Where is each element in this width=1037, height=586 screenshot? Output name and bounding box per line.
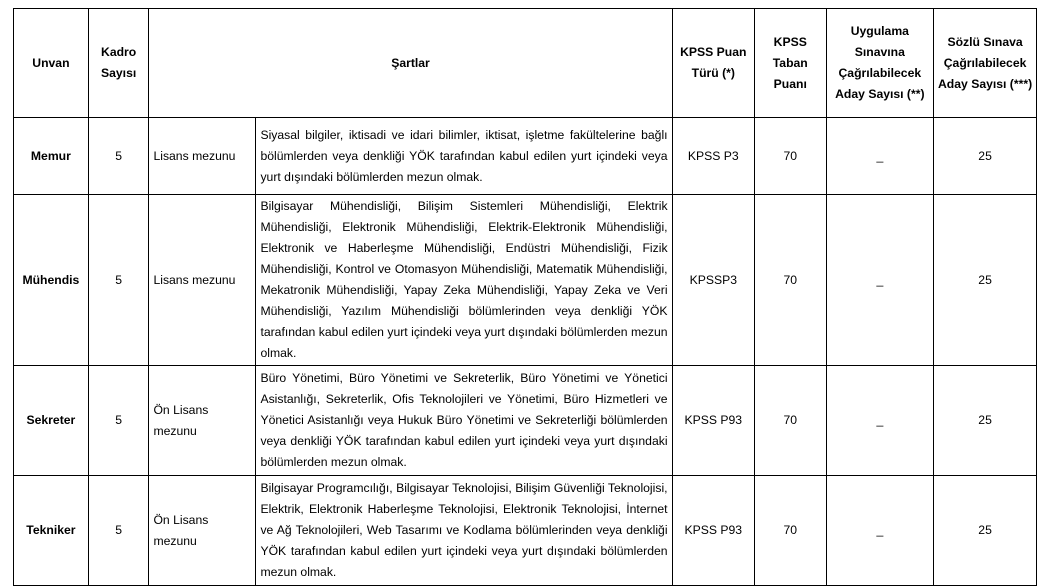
table-row bbox=[14, 195, 1037, 366]
cell-puan-turu: KPSSP3 bbox=[672, 195, 754, 366]
cell-puan-turu: KPSS P93 bbox=[672, 366, 754, 476]
cell-kadro: 5 bbox=[88, 476, 149, 586]
header-row bbox=[14, 9, 1037, 118]
header-sartlar: Şartlar bbox=[149, 9, 672, 118]
cell-sart: Bilgisayar Mühendisliği, Bilişim Sistemleri Mühendisliği, Elektrik Mühendisliği, Elektronik Mühendisliği, Elektrik-Elektronik Mühendisliği, Elektronik ve Haberleşme Mühendisliği, Endüstri Mühendisliği, Fizik Mühendisliği, Kontrol ve Otomasyon Mühendisliği, Matematik Mühendisliği, Mekatronik Mühendisliği, Yapay Zeka Mühendisliği, Yapay Zeka ve Veri Mühendisliği, Yazılım Mühendisliği bölümlerinden veya denkliği YÖK tarafından kabul edilen yurt içindeki veya yurt dışındaki bölümlerden mezun olmak. bbox=[256, 195, 672, 366]
header-taban: KPSS Taban Puanı bbox=[755, 9, 826, 118]
cell-uygulama: _ bbox=[826, 118, 934, 195]
table-row bbox=[14, 476, 1037, 586]
cell-unvan: Sekreter bbox=[14, 366, 89, 476]
document-page bbox=[13, 8, 1037, 586]
cell-egitim: Ön Lisans mezunu bbox=[149, 476, 256, 586]
cell-taban: 70 bbox=[755, 366, 826, 476]
cell-puan-turu: KPSS P93 bbox=[672, 476, 754, 586]
cell-sozlu: 25 bbox=[934, 195, 1037, 366]
cell-egitim: Lisans mezunu bbox=[149, 195, 256, 366]
header-unvan: Unvan bbox=[14, 9, 89, 118]
cell-uygulama: _ bbox=[826, 476, 934, 586]
cell-sart: Siyasal bilgiler, iktisadi ve idari bilimler, iktisat, işletme fakültelerine bağlı bölümlerden veya denkliği YÖK tarafından kabul edilen yurt içindeki veya yurt dışındaki bölümlerden mezun olmak. bbox=[256, 118, 672, 195]
cell-sozlu: 25 bbox=[934, 476, 1037, 586]
cell-unvan: Mühendis bbox=[14, 195, 89, 366]
cell-taban: 70 bbox=[755, 476, 826, 586]
cell-sart: Büro Yönetimi, Büro Yönetimi ve Sekreterlik, Büro Yönetimi ve Yönetici Asistanlığı, Sekreterlik, Ofis Teknolojileri ve Yönetimi, Büro Hizmetleri ve Yönetici Asistanlığı veya Hukuk Büro Yönetimi ve Sekreterliği bölümlerden veya denkliği YÖK tarafından kabul edilen yurt içindeki veya yurt dışındaki bölümlerden mezun olmak. bbox=[256, 366, 672, 476]
cell-egitim: Lisans mezunu bbox=[149, 118, 256, 195]
cell-taban: 70 bbox=[755, 195, 826, 366]
header-sozlu: Sözlü Sınava Çağrılabilecek Aday Sayısı (***) bbox=[934, 9, 1037, 118]
cell-unvan: Tekniker bbox=[14, 476, 89, 586]
table-row bbox=[14, 366, 1037, 476]
header-kadro: Kadro Sayısı bbox=[88, 9, 149, 118]
positions-table bbox=[13, 8, 1037, 586]
cell-sart: Bilgisayar Programcılığı, Bilgisayar Teknolojisi, Bilişim Güvenliği Teknolojisi, Elektrik, Elektronik Haberleşme Teknolojisi, Elektronik Teknolojisi, İnternet ve Ağ Teknolojileri, Web Tasarımı ve Kodlama bölümlerinden veya denkliği YÖK tarafından kabul edilen yurt içindeki veya yurt dışındaki bölümlerden mezun olmak. bbox=[256, 476, 672, 586]
cell-kadro: 5 bbox=[88, 366, 149, 476]
cell-puan-turu: KPSS P3 bbox=[672, 118, 754, 195]
cell-sozlu: 25 bbox=[934, 118, 1037, 195]
cell-taban: 70 bbox=[755, 118, 826, 195]
cell-kadro: 5 bbox=[88, 118, 149, 195]
header-puan-turu: KPSS Puan Türü (*) bbox=[672, 9, 754, 118]
cell-egitim: Ön Lisans mezunu bbox=[149, 366, 256, 476]
cell-sozlu: 25 bbox=[934, 366, 1037, 476]
cell-kadro: 5 bbox=[88, 195, 149, 366]
cell-uygulama: _ bbox=[826, 195, 934, 366]
table-row bbox=[14, 118, 1037, 195]
cell-unvan: Memur bbox=[14, 118, 89, 195]
header-uygulama: Uygulama Sınavına Çağrılabilecek Aday Sayısı (**) bbox=[826, 9, 934, 118]
cell-uygulama: _ bbox=[826, 366, 934, 476]
